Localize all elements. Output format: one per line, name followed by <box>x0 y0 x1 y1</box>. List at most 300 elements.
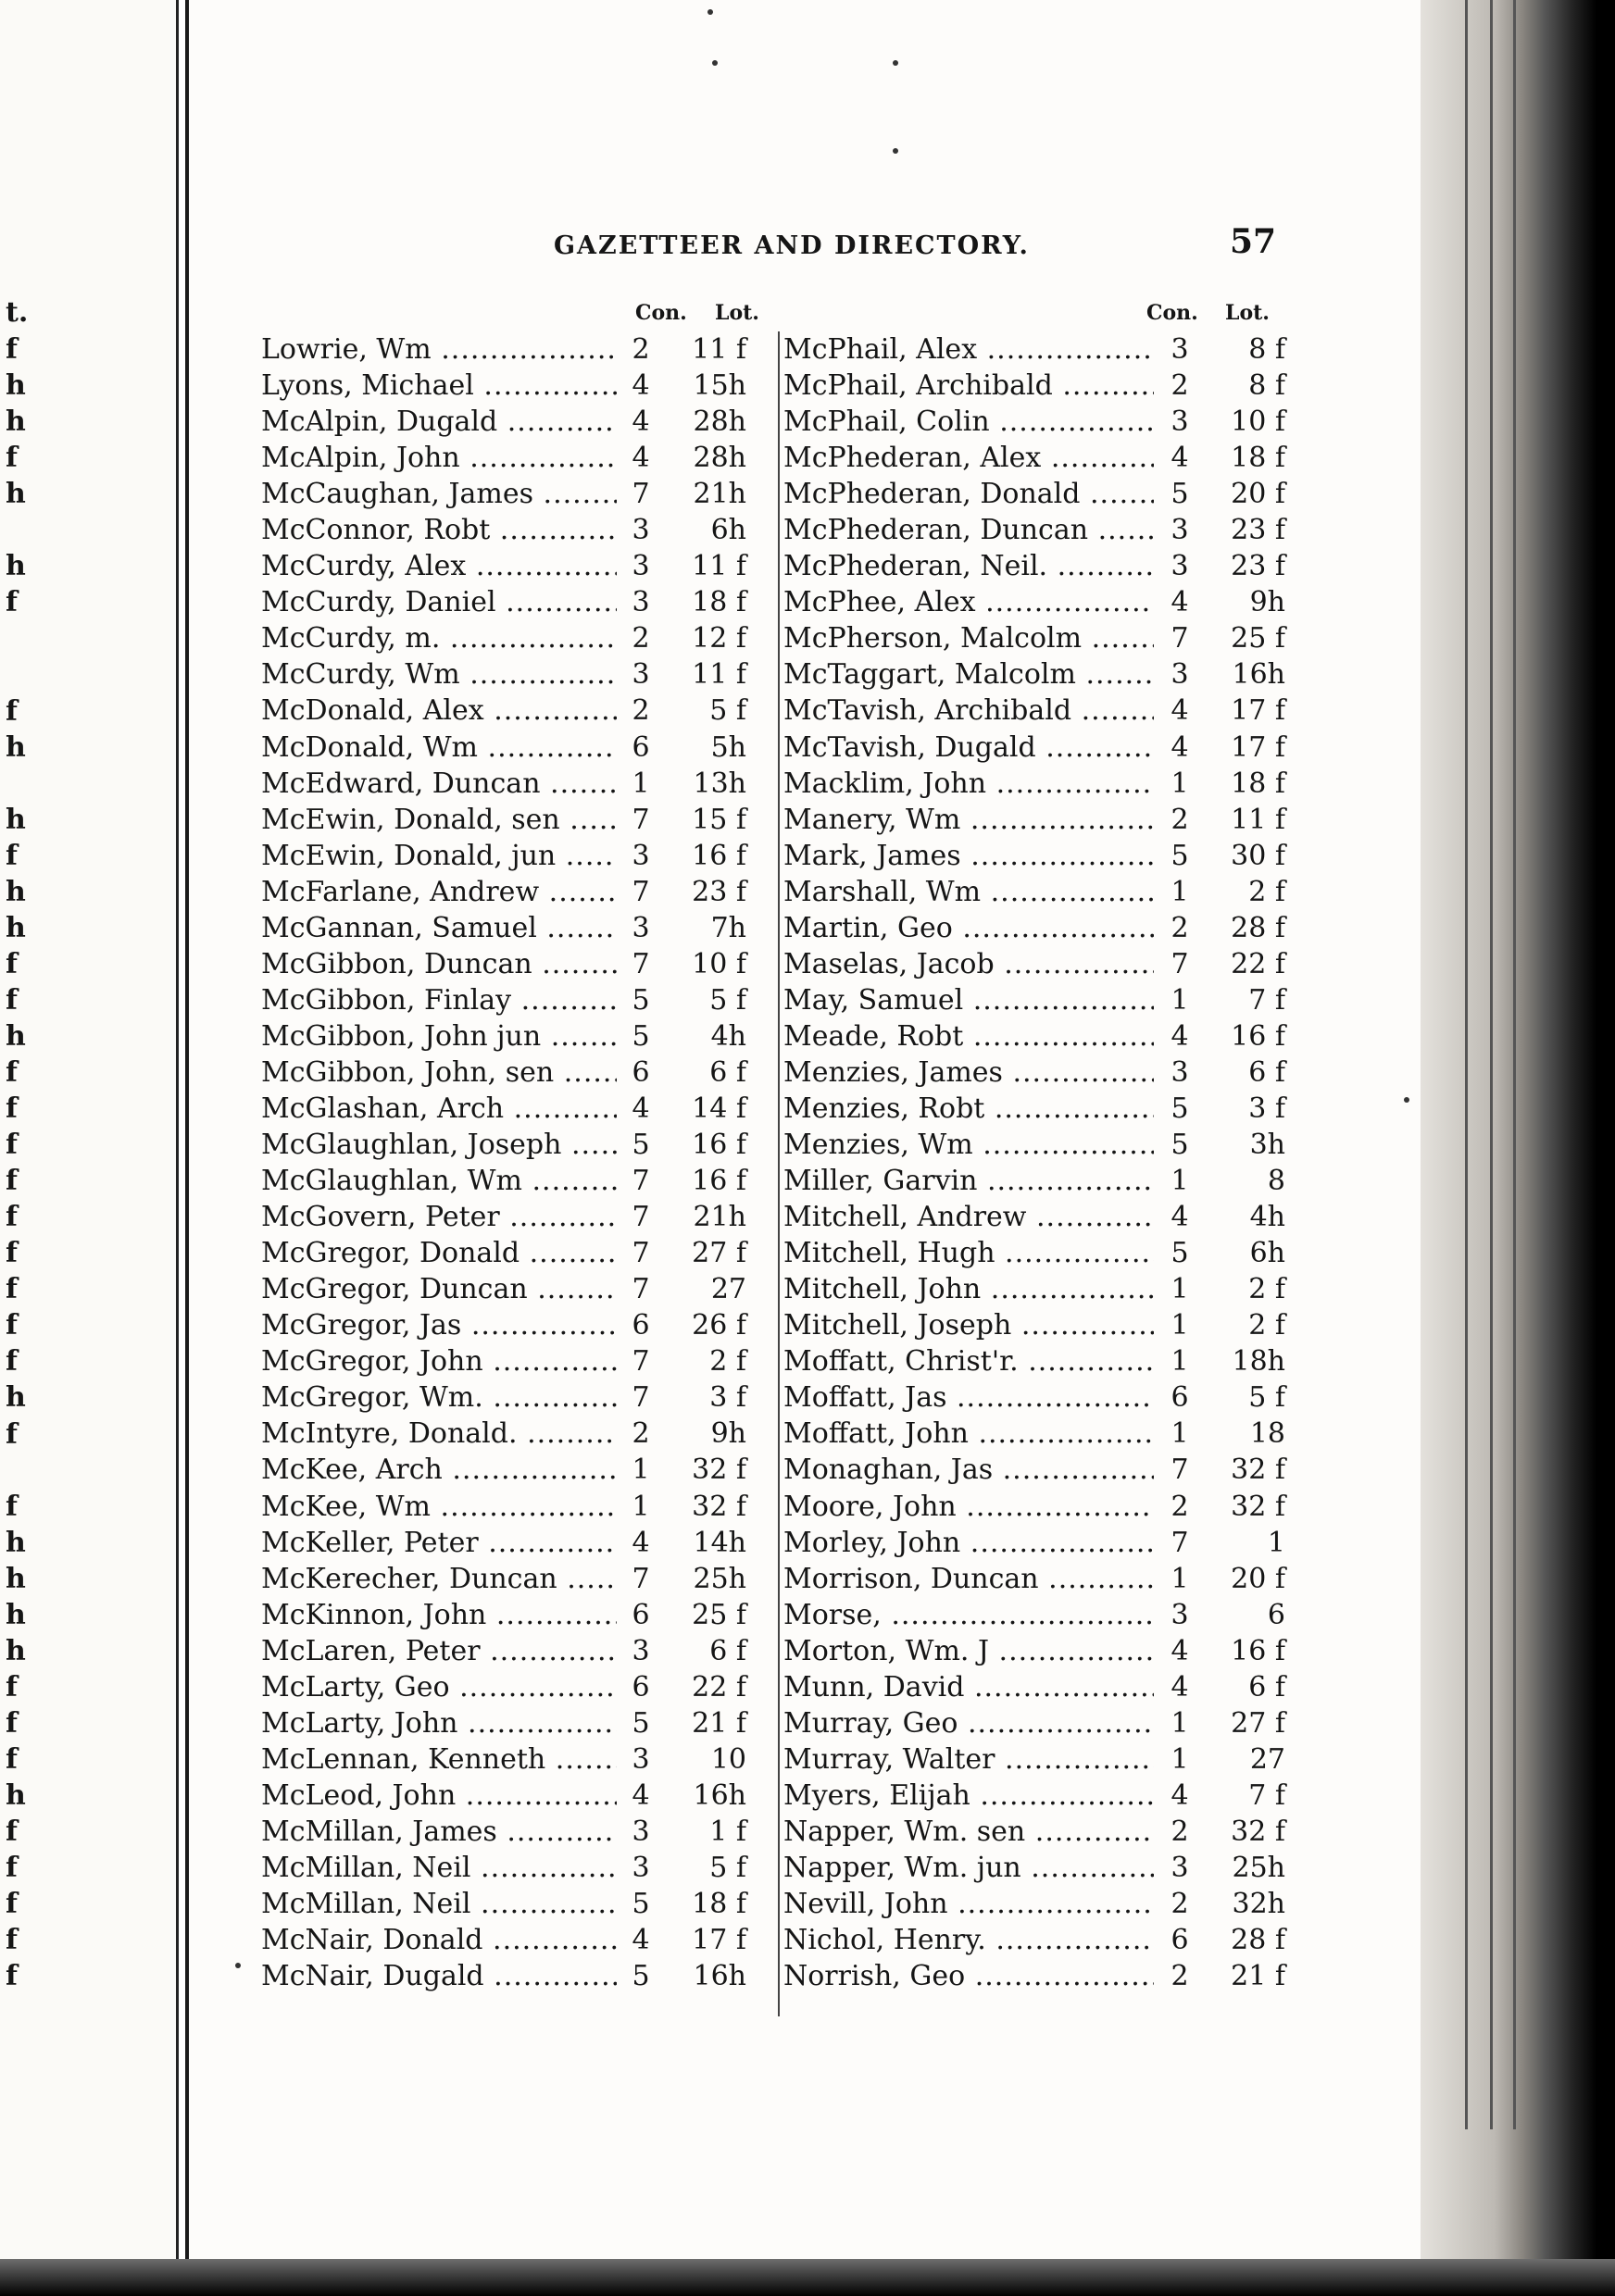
margin-fragment: h <box>6 875 26 908</box>
resident-name: McTavish, Dugald ..... <box>783 730 1154 766</box>
concession-number: 2 <box>632 1417 650 1451</box>
resident-name: Moffatt, Jas ..... <box>783 1379 1154 1416</box>
resident-name: McGregor, Donald ..... <box>261 1235 617 1271</box>
concession-number: 2 <box>632 622 650 655</box>
concession-number: 6 <box>632 1670 650 1703</box>
resident-name: McEwin, Donald, sen ..... <box>261 802 617 838</box>
margin-fragment: f <box>6 1345 18 1379</box>
resident-name: McCurdy, Alex ..... <box>261 548 617 584</box>
lot-number: 2 f <box>1248 1309 1285 1342</box>
concession-number: 3 <box>1171 1851 1189 1884</box>
concession-number: 2 <box>1171 1490 1189 1523</box>
print-speck <box>893 148 898 154</box>
concession-number: 2 <box>1171 803 1189 836</box>
directory-entry <box>783 404 1285 440</box>
concession-number: 4 <box>1171 694 1189 728</box>
directory-entry <box>783 1235 1285 1271</box>
margin-fragment: f <box>6 442 18 475</box>
concession-number: 3 <box>1171 1598 1189 1631</box>
concession-number: 3 <box>1171 406 1189 439</box>
gutter <box>179 0 185 2287</box>
lot-number: 5 f <box>709 1851 746 1884</box>
resident-name: Mitchell, John ..... <box>783 1271 1154 1307</box>
directory-entry <box>261 1633 746 1669</box>
directory-entry <box>783 1561 1285 1597</box>
directory-entry <box>261 1271 746 1307</box>
resident-name: McLeod, John ..... <box>261 1778 617 1814</box>
concession-number: 2 <box>1171 1960 1189 1993</box>
concession-number: 1 <box>632 1490 650 1523</box>
directory-entry <box>261 1091 746 1127</box>
lot-number: 14 f <box>692 1092 746 1125</box>
margin-fragment: h <box>6 550 26 583</box>
margin-fragment: f <box>6 1490 18 1523</box>
lot-header-left: Lot. <box>715 301 759 325</box>
lot-number: 20 f <box>1231 478 1285 511</box>
margin-fragment: h <box>6 730 26 764</box>
directory-entry <box>261 1018 746 1054</box>
concession-number: 3 <box>632 1742 650 1776</box>
lot-number: 21 f <box>1231 1960 1285 1993</box>
directory-entry <box>783 1886 1285 1922</box>
concession-number: 5 <box>632 1706 650 1740</box>
directory-entry <box>261 982 746 1018</box>
margin-fragment: h <box>6 369 26 403</box>
concession-number: 2 <box>1171 1888 1189 1921</box>
directory-entry <box>261 404 746 440</box>
directory-entry <box>783 693 1285 729</box>
lot-number: 16 f <box>692 839 746 872</box>
lot-number: 27 <box>1249 1742 1285 1776</box>
margin-fragment: f <box>6 1309 18 1342</box>
resident-name: McGregor, Jas ..... <box>261 1307 617 1343</box>
lot-number: 18 f <box>1231 442 1285 475</box>
lot-number: 15 f <box>692 803 746 836</box>
concession-number: 3 <box>632 1634 650 1667</box>
directory-entry <box>261 730 746 766</box>
margin-fragment: f <box>6 839 18 872</box>
resident-name: McGannan, Samuel ..... <box>261 910 617 946</box>
lot-number: 1 <box>1267 1526 1285 1559</box>
resident-name: McIntyre, Donald. ..... <box>261 1416 617 1452</box>
directory-entry <box>261 1307 746 1343</box>
resident-name: McPhederan, Donald ..... <box>783 476 1154 512</box>
resident-name: Meade, Robt ..... <box>783 1018 1154 1054</box>
concession-number: 1 <box>1171 1742 1189 1776</box>
resident-name: McTavish, Archibald ..... <box>783 693 1154 729</box>
lot-number: 16 f <box>692 1129 746 1162</box>
resident-name: McPhail, Alex ..... <box>783 331 1154 368</box>
directory-entry <box>783 512 1285 548</box>
lot-number: 7 f <box>1248 983 1285 1017</box>
resident-name: McGibbon, Finlay ..... <box>261 982 617 1018</box>
concession-number: 7 <box>1171 1454 1189 1487</box>
resident-name: Lowrie, Wm ..... <box>261 331 617 368</box>
lot-number: 30 f <box>1231 839 1285 872</box>
resident-name: Menzies, Robt ..... <box>783 1091 1154 1127</box>
directory-entry <box>261 802 746 838</box>
lot-number: 11 f <box>692 658 746 692</box>
resident-name: McNair, Donald ..... <box>261 1922 617 1958</box>
resident-name: McCurdy, Wm ..... <box>261 656 617 693</box>
lot-number: 10 f <box>1231 406 1285 439</box>
lot-number: 16h <box>693 1960 746 1993</box>
lot-number: 1 f <box>709 1815 746 1848</box>
concession-number: 5 <box>1171 839 1189 872</box>
resident-name: Mitchell, Andrew ..... <box>783 1199 1154 1235</box>
lot-number: 21h <box>693 478 746 511</box>
lot-number: 27 f <box>692 1237 746 1270</box>
lot-number: 11 f <box>692 550 746 583</box>
concession-number: 3 <box>632 550 650 583</box>
directory-column-left <box>261 331 746 1994</box>
print-speck <box>707 9 713 15</box>
lot-number: 18 <box>1249 1417 1285 1451</box>
resident-name: Nichol, Henry. ..... <box>783 1922 1154 1958</box>
resident-name: McPhederan, Neil. ..... <box>783 548 1154 584</box>
resident-name: McConnor, Robt ..... <box>261 512 617 548</box>
directory-entry <box>783 1922 1285 1958</box>
resident-name: McGregor, Wm. ..... <box>261 1379 617 1416</box>
concession-number: 1 <box>1171 1309 1189 1342</box>
concession-number: 4 <box>1171 1670 1189 1703</box>
resident-name: McKinnon, John ..... <box>261 1597 617 1633</box>
resident-name: McNair, Dugald ..... <box>261 1958 617 1994</box>
resident-name: McGibbon, John jun ..... <box>261 1018 617 1054</box>
resident-name: Mark, James ..... <box>783 838 1154 874</box>
directory-entry <box>783 620 1285 656</box>
resident-name: Menzies, Wm ..... <box>783 1127 1154 1163</box>
margin-fragment: f <box>6 1888 18 1921</box>
resident-name: McGlaughlan, Joseph ..... <box>261 1127 617 1163</box>
resident-name: McMillan, James ..... <box>261 1814 617 1850</box>
resident-name: McGlaughlan, Wm ..... <box>261 1163 617 1199</box>
directory-entry <box>783 1091 1285 1127</box>
resident-name: Mitchell, Joseph ..... <box>783 1307 1154 1343</box>
lot-number: 8 f <box>1248 369 1285 403</box>
lot-number: 7 f <box>1248 1778 1285 1812</box>
directory-entry <box>261 656 746 693</box>
resident-name: McCurdy, Daniel ..... <box>261 584 617 620</box>
lot-number: 9h <box>710 1417 746 1451</box>
directory-entry <box>783 730 1285 766</box>
directory-entry <box>261 1452 746 1488</box>
directory-entry <box>261 1561 746 1597</box>
directory-entry <box>783 910 1285 946</box>
directory-column-right <box>783 331 1285 1994</box>
lot-number: 18 f <box>692 1888 746 1921</box>
lot-number: 18 f <box>692 586 746 619</box>
resident-name: Myers, Elijah ..... <box>783 1778 1154 1814</box>
concession-number: 2 <box>1171 369 1189 403</box>
lot-number: 20 f <box>1231 1562 1285 1595</box>
concession-number: 1 <box>1171 1273 1189 1306</box>
directory-entry <box>261 1814 746 1850</box>
resident-name: Napper, Wm. sen ..... <box>783 1814 1154 1850</box>
margin-fragment: h <box>6 1598 26 1631</box>
directory-entry <box>783 838 1285 874</box>
directory-entry <box>783 1633 1285 1669</box>
margin-fragment: h <box>6 1562 26 1595</box>
lot-number: 5 f <box>709 694 746 728</box>
concession-number: 6 <box>632 730 650 764</box>
concession-number: 7 <box>1171 1526 1189 1559</box>
margin-fragment: f <box>6 1201 18 1234</box>
resident-name: McKeller, Peter ..... <box>261 1525 617 1561</box>
margin-fragment: f <box>6 1165 18 1198</box>
concession-number: 5 <box>632 983 650 1017</box>
directory-entry <box>783 982 1285 1018</box>
resident-name: Murray, Geo ..... <box>783 1705 1154 1741</box>
directory-entry <box>783 1199 1285 1235</box>
resident-name: Menzies, James ..... <box>783 1054 1154 1091</box>
directory-entry <box>783 1850 1285 1886</box>
lot-number: 25 f <box>1231 622 1285 655</box>
bottom-shadow <box>0 2259 1615 2296</box>
directory-entry <box>261 1886 746 1922</box>
lot-number: 6h <box>710 514 746 547</box>
directory-entry <box>261 1669 746 1705</box>
lot-number: 25 f <box>692 1598 746 1631</box>
lot-number: 27 <box>710 1273 746 1306</box>
directory-entry <box>783 946 1285 982</box>
lot-number: 9h <box>1249 586 1285 619</box>
margin-fragment: f <box>6 1706 18 1740</box>
directory-entry <box>261 1127 746 1163</box>
directory-entry <box>783 1343 1285 1379</box>
margin-fragment: h <box>6 1526 26 1559</box>
concession-number: 5 <box>1171 1237 1189 1270</box>
margin-fragment: f <box>6 586 18 619</box>
column-divider <box>778 331 780 2016</box>
margin-fragment: f <box>6 1056 18 1089</box>
lot-number: 28h <box>693 442 746 475</box>
resident-name: McPherson, Malcolm ..... <box>783 620 1154 656</box>
lot-number: 32 f <box>692 1490 746 1523</box>
directory-entry <box>261 1343 746 1379</box>
concession-number: 1 <box>1171 1165 1189 1198</box>
resident-name: Maselas, Jacob ..... <box>783 946 1154 982</box>
margin-fragment: h <box>6 1381 26 1415</box>
resident-name: Nevill, John ..... <box>783 1886 1154 1922</box>
concession-number: 7 <box>632 947 650 980</box>
directory-entry <box>783 584 1285 620</box>
running-head: GAZETTEER AND DIRECTORY. <box>554 231 1030 260</box>
concession-number: 6 <box>632 1055 650 1089</box>
margin-fragment: h <box>6 1779 26 1812</box>
concession-number: 4 <box>632 369 650 403</box>
directory-entry <box>261 548 746 584</box>
resident-name: May, Samuel ..... <box>783 982 1154 1018</box>
resident-name: McTaggart, Malcolm ..... <box>783 656 1154 693</box>
lot-number: 2 f <box>1248 875 1285 908</box>
resident-name: McMillan, Neil ..... <box>261 1850 617 1886</box>
directory-entry <box>783 368 1285 404</box>
resident-name: McDonald, Alex ..... <box>261 693 617 729</box>
directory-entry <box>783 1489 1285 1525</box>
lot-number: 7h <box>710 911 746 944</box>
concession-number: 2 <box>632 333 650 366</box>
concession-number: 2 <box>632 694 650 728</box>
print-speck <box>1404 1097 1409 1103</box>
directory-entry <box>783 1452 1285 1488</box>
concession-number: 1 <box>1171 767 1189 800</box>
concession-number: 3 <box>632 911 650 944</box>
concession-number: 4 <box>632 1924 650 1957</box>
resident-name: Moffatt, Christ'r. ..... <box>783 1343 1154 1379</box>
lot-number: 10 <box>710 1742 746 1776</box>
resident-name: McKee, Arch ..... <box>261 1452 617 1488</box>
resident-name: Murray, Walter ..... <box>783 1741 1154 1778</box>
margin-fragment: h <box>6 478 26 511</box>
directory-entry <box>261 1525 746 1561</box>
concession-number: 4 <box>1171 1201 1189 1234</box>
print-speck <box>235 1963 241 1968</box>
directory-entry <box>783 1705 1285 1741</box>
directory-entry <box>261 368 746 404</box>
concession-number: 3 <box>1171 333 1189 366</box>
directory-entry <box>783 1814 1285 1850</box>
margin-fragment: f <box>6 1092 18 1126</box>
concession-number: 4 <box>632 406 650 439</box>
concession-number: 4 <box>632 1526 650 1559</box>
margin-fragment: f <box>6 694 18 728</box>
con-header-right: Con. <box>1146 301 1198 325</box>
concession-number: 7 <box>632 1165 650 1198</box>
concession-number: 7 <box>632 1201 650 1234</box>
resident-name: McGregor, John ..... <box>261 1343 617 1379</box>
lot-number: 32 f <box>1231 1454 1285 1487</box>
margin-fragment: f <box>6 947 18 980</box>
resident-name: Moffatt, John ..... <box>783 1416 1154 1452</box>
margin-fragment: f <box>6 1237 18 1270</box>
margin-fragment: h <box>6 1019 26 1053</box>
concession-number: 1 <box>1171 1417 1189 1451</box>
lot-number: 25h <box>693 1562 746 1595</box>
lot-number: 18 f <box>1231 767 1285 800</box>
lot-number: 8 <box>1267 1165 1285 1198</box>
lot-number: 16 f <box>1231 1634 1285 1667</box>
resident-name: McCurdy, m. ..... <box>261 620 617 656</box>
resident-name: Marshall, Wm ..... <box>783 874 1154 910</box>
resident-name: Morse, ..... <box>783 1597 1154 1633</box>
lot-number: 3h <box>1249 1129 1285 1162</box>
directory-entry <box>783 476 1285 512</box>
lot-number: 17 f <box>692 1924 746 1957</box>
resident-name: McLaren, Peter ..... <box>261 1633 617 1669</box>
resident-name: Morrison, Duncan ..... <box>783 1561 1154 1597</box>
lot-number: 32 f <box>1231 1815 1285 1848</box>
margin-fragment: f <box>6 1273 18 1306</box>
concession-number: 3 <box>632 658 650 692</box>
directory-entry <box>261 620 746 656</box>
directory-entry <box>261 1199 746 1235</box>
lot-number: 11 f <box>1231 803 1285 836</box>
margin-fragment: h <box>6 406 26 439</box>
concession-number: 3 <box>632 1851 650 1884</box>
concession-number: 1 <box>632 767 650 800</box>
directory-entry <box>261 693 746 729</box>
directory-entry <box>261 1922 746 1958</box>
directory-entry <box>261 838 746 874</box>
concession-number: 7 <box>1171 622 1189 655</box>
resident-name: McPhederan, Alex ..... <box>783 440 1154 476</box>
directory-entry <box>261 1489 746 1525</box>
lot-number: 10 f <box>692 947 746 980</box>
directory-entry <box>783 1054 1285 1091</box>
resident-name: Norrish, Geo ..... <box>783 1958 1154 1994</box>
concession-number: 1 <box>1171 1345 1189 1379</box>
lot-number: 28 f <box>1231 1924 1285 1957</box>
lot-number: 2 f <box>709 1345 746 1379</box>
concession-number: 6 <box>632 1309 650 1342</box>
lot-number: 17 f <box>1231 694 1285 728</box>
lot-number: 17 f <box>1231 730 1285 764</box>
resident-name: McCaughan, James ..... <box>261 476 617 512</box>
directory-entry <box>261 1163 746 1199</box>
lot-number: 25h <box>1232 1851 1285 1884</box>
resident-name: McDonald, Wm ..... <box>261 730 617 766</box>
resident-name: McPhail, Colin ..... <box>783 404 1154 440</box>
resident-name: McEdward, Duncan ..... <box>261 766 617 802</box>
resident-name: McFarlane, Andrew ..... <box>261 874 617 910</box>
concession-number: 7 <box>632 478 650 511</box>
lot-number: 6 f <box>709 1055 746 1089</box>
margin-fragment: h <box>6 911 26 944</box>
margin-fragment: f <box>6 1129 18 1162</box>
concession-number: 2 <box>1171 911 1189 944</box>
concession-number: 1 <box>1171 1706 1189 1740</box>
concession-number: 5 <box>632 1960 650 1993</box>
concession-number: 5 <box>1171 1129 1189 1162</box>
resident-name: Mitchell, Hugh ..... <box>783 1235 1154 1271</box>
directory-entry <box>783 1307 1285 1343</box>
margin-fragment: f <box>6 1816 18 1849</box>
concession-number: 3 <box>1171 1055 1189 1089</box>
directory-entry <box>783 1127 1285 1163</box>
concession-number: 7 <box>632 875 650 908</box>
concession-number: 4 <box>1171 1019 1189 1053</box>
concession-number: 1 <box>1171 1562 1189 1595</box>
directory-entry <box>261 1597 746 1633</box>
lot-number: 15h <box>693 369 746 403</box>
concession-number: 5 <box>632 1019 650 1053</box>
concession-number: 4 <box>632 1092 650 1125</box>
directory-entry <box>261 1958 746 1994</box>
lot-number: 22 f <box>692 1670 746 1703</box>
resident-name: Martin, Geo ..... <box>783 910 1154 946</box>
directory-entry <box>783 1018 1285 1054</box>
margin-fragment: f <box>6 1960 18 1993</box>
directory-entry <box>783 766 1285 802</box>
lot-number: 23 f <box>1231 514 1285 547</box>
print-speck <box>893 60 898 66</box>
resident-name: McEwin, Donald, jun ..... <box>261 838 617 874</box>
lot-number: 3 f <box>1248 1092 1285 1125</box>
directory-entry <box>261 440 746 476</box>
resident-name: McGovern, Peter ..... <box>261 1199 617 1235</box>
concession-number: 6 <box>632 1598 650 1631</box>
resident-name: Napper, Wm. jun ..... <box>783 1850 1154 1886</box>
resident-name: Morton, Wm. J ..... <box>783 1633 1154 1669</box>
concession-number: 7 <box>632 1273 650 1306</box>
concession-number: 7 <box>632 1381 650 1415</box>
concession-number: 6 <box>1171 1924 1189 1957</box>
resident-name: McPhee, Alex ..... <box>783 584 1154 620</box>
directory-entry <box>261 512 746 548</box>
lot-number: 21h <box>693 1201 746 1234</box>
concession-number: 4 <box>1171 1634 1189 1667</box>
